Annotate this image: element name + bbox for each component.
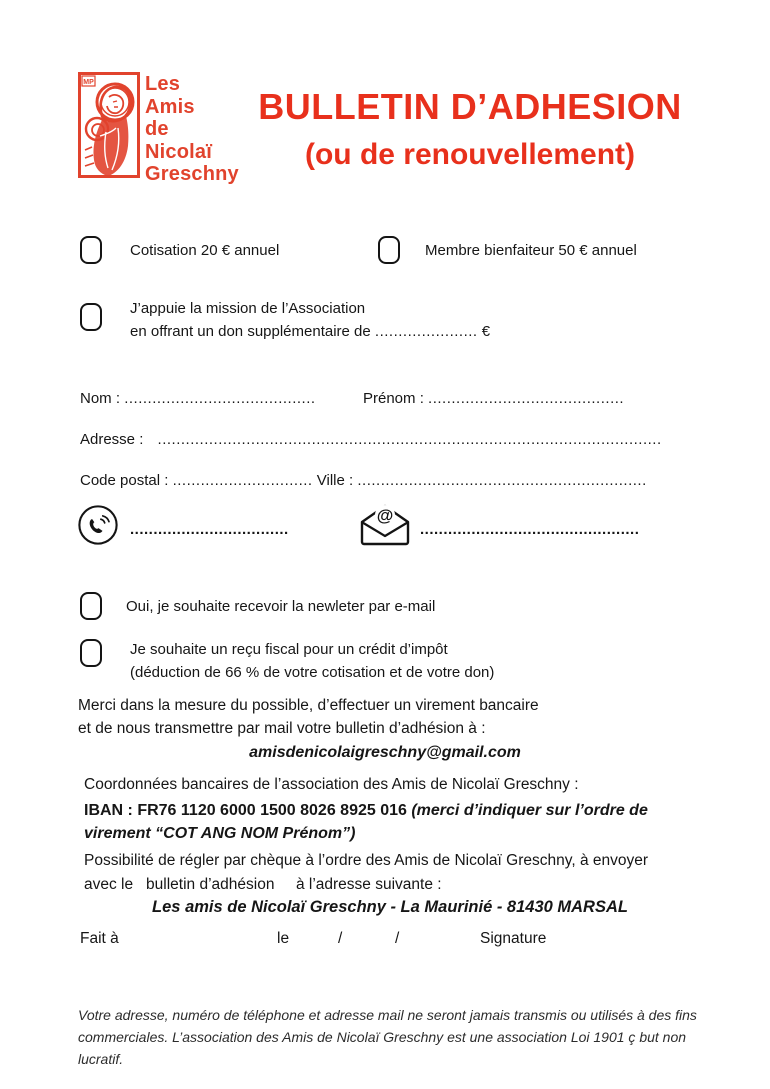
adresse-field[interactable]: ............................................................................................................ [157,431,662,448]
privacy-footer-line2: commerciales. L’association des Amis de Nicolaï Greschny est une association Loi 1901 ç but non lucratif. [78,1029,687,1067]
date-slash-2: / [395,930,400,947]
logo-wordmark [145,72,239,186]
mp-monogram: MP [83,79,94,86]
cheque-line2: avec le bulletin d’adhésion à l’adresse suivante : [84,876,442,893]
code-postal-ville-row [80,472,647,489]
le-label: le [277,930,290,947]
bienfaiteur-label: Membre bienfaiteur 50 € annuel [425,242,637,259]
signature-label: Signature [480,930,547,947]
email-envelope-icon [356,500,414,548]
date-slash-1: / [338,930,343,947]
don-checkbox[interactable] [80,303,102,331]
association-logo [78,72,248,186]
recu-fiscal-label-line1: Je souhaite un reçu fiscal pour un crédit d’impôt [130,641,448,658]
madonna-and-child-icon [78,72,140,178]
phone-icon [77,504,119,546]
don-label-line1: J’appuie la mission de l’Association [130,300,366,317]
logo-line: de [145,118,169,140]
newsletter-checkbox[interactable] [80,592,102,620]
ville-label: Ville : [316,472,354,489]
logo-line: Amis [145,95,195,118]
bienfaiteur-checkbox[interactable] [378,236,400,264]
phone-number-field[interactable]: .................................. [130,521,289,538]
association-email: amisdenicolaigreschny@gmail.com [249,744,521,761]
prenom-label: Prénom : [363,390,424,407]
page-subtitle: (ou de renouvellement) [304,138,636,171]
don-label-line2 [130,323,490,340]
fait-a-label: Fait à [80,930,119,947]
logo-line: Les [145,73,181,95]
euro-sign: € [481,323,491,340]
iban-paragraph [84,799,699,845]
prenom-field[interactable]: .......................................... [428,390,625,407]
don-label-text: en offrant un don supplémentaire de [130,323,371,340]
nom-row [80,390,316,407]
logo-line: Nicolaï [145,140,212,163]
recu-fiscal-label-line2: (déduction de 66 % de votre cotisation et de votre don) [130,664,495,681]
code-postal-field[interactable]: .............................. [172,472,313,489]
iban-value: IBAN : FR76 1120 6000 1500 8026 8925 016 [84,802,407,819]
code-postal-label: Code postal : [80,472,169,489]
newsletter-label: Oui, je souhaite recevoir la newleter par e-mail [126,598,436,615]
cheque-line1: Possibilité de régler par chèque à l’ordre des Amis de Nicolaï Greschny, à envoyer [84,852,649,869]
logo-line: Greschny [145,163,239,185]
privacy-footer-line1: Votre adresse, numéro de téléphone et adresse mail ne seront jamais transmis ou utilisés à des fins [78,1007,697,1023]
recu-fiscal-checkbox[interactable] [80,639,102,667]
virement-intro-line1: Merci dans la mesure du possible, d’effectuer un virement bancaire [78,697,539,714]
virement-intro-line2: et de nous transmettre par mail votre bulletin d’adhésion à : [78,720,486,737]
cotisation-label: Cotisation 20 € annuel [130,242,280,259]
prenom-row [363,390,624,407]
adresse-label: Adresse : [80,431,144,448]
bank-details-intro: Coordonnées bancaires de l’association des Amis de Nicolaï Greschny : [84,776,579,793]
adresse-row [80,431,662,448]
at-symbol: @ [376,506,394,525]
cotisation-checkbox[interactable] [80,236,102,264]
nom-label: Nom : [80,390,121,407]
iban-note: (merci d’indiquer sur l’ordre de virement “COT ANG NOM Prénom”) [84,802,648,842]
page-title: BULLETIN D’ADHESION [258,86,682,127]
nom-field[interactable]: ......................................... [124,390,316,407]
email-address-field[interactable]: ............................................... [420,521,640,538]
ville-field[interactable]: .............................................................. [357,472,647,489]
postal-address: Les amis de Nicolaï Greschny - La Maurinié - 81430 MARSAL [152,898,628,916]
don-amount-field[interactable]: ...................... [374,323,478,340]
